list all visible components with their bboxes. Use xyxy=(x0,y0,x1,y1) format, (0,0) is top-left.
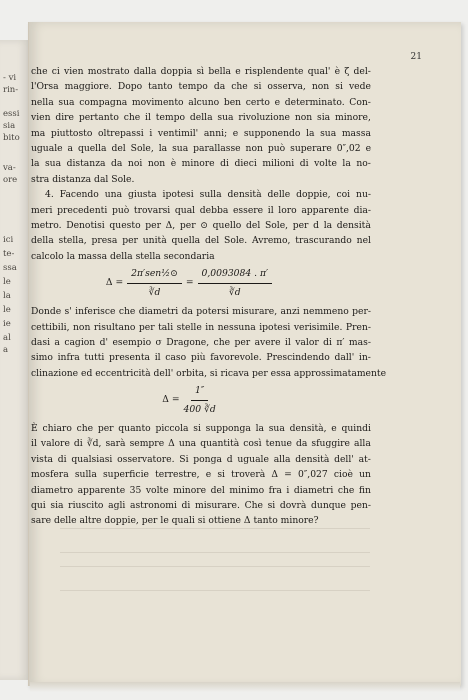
text-line: uguale a quella del Sole, la sua parallasse non può superare 0″,02 e xyxy=(31,143,371,155)
text-line: mosfera sulla superficie terrestre, e si troverà Δ = 0″,027 cioè un xyxy=(31,469,371,481)
page-shadow xyxy=(30,682,460,692)
left-page-text-fragment: le xyxy=(3,305,11,315)
left-page-text-fragment: sia xyxy=(3,121,16,131)
fraction-1-denominator: ∛d xyxy=(148,286,161,298)
text-line: 4. Facendo una giusta ipotesi sulla densità delle doppie, coi nu- xyxy=(45,189,371,201)
text-line: È chiaro che per quanto piccola si supponga la sua densità, e quindi xyxy=(31,422,371,434)
fraction-2 xyxy=(198,266,273,300)
text-line: il valore di ∛d, sarà sempre Δ una quantità così tenue da sfuggire alla xyxy=(31,438,371,450)
left-page-text-fragment: te- xyxy=(3,249,15,259)
left-page-text-fragment: la xyxy=(3,291,11,301)
fraction-3-denominator: 400 ∛d xyxy=(183,403,216,415)
text-line: sare delle altre doppie, per le quali si ottiene Δ tanto minore? xyxy=(31,515,319,527)
paragraph-5 xyxy=(31,304,387,381)
bleed-through-line xyxy=(60,528,370,529)
text-line: della stella, presa per unità quella del Sole. Avremo, trascurando nel xyxy=(31,235,371,247)
text-line: meri precedenti può trovarsi qual debba essere il loro apparente dia- xyxy=(31,204,371,216)
text-line: ma piuttosto oltrepassi i ventimil' anni; e supponendo la sua massa xyxy=(31,127,371,139)
bleed-through-line xyxy=(60,566,370,567)
page-body xyxy=(31,64,387,529)
left-page-text-fragment: - vi xyxy=(3,73,17,83)
formula-equals: = xyxy=(185,277,194,289)
formula-sigma-draconis xyxy=(11,383,371,417)
text-line: qui sia riuscito agli astronomi di misurare. Che si dovrà dunque pen- xyxy=(31,499,371,511)
text-line: calcolo la massa della stella secondaria xyxy=(31,250,215,262)
left-page-text-fragment: ore xyxy=(3,175,18,185)
text-line: stra distanza dal Sole. xyxy=(31,173,135,185)
left-page-text-fragment: va- xyxy=(3,163,16,173)
fraction-1 xyxy=(127,266,182,300)
fraction-3 xyxy=(184,383,216,417)
left-page-text-fragment: ici xyxy=(3,235,14,245)
fraction-2-denominator: ∛d xyxy=(228,286,241,298)
left-page-text-fragment: le xyxy=(3,277,11,287)
left-page-text-fragment: rin- xyxy=(3,85,19,95)
text-line: diametro apparente 35 volte minore del minimo fra i diametri che fin xyxy=(31,484,371,496)
paragraph-6 xyxy=(31,421,371,529)
page-number: 21 xyxy=(410,52,422,62)
text-line: dasi a cagion d' esempio σ Dragone, che per avere il valor di π′ mas- xyxy=(31,336,371,348)
paragraph-intro xyxy=(31,64,371,187)
text-line: cettibili, non risultano per tali stelle in nessuna ipotesi verisimile. Pren- xyxy=(31,321,371,333)
text-line: metro. Denotisi questo per Δ, per ⊙ quello del Sole, per d la densità xyxy=(31,220,371,232)
left-page-edge xyxy=(0,40,31,680)
text-line: vien dire pertanto che il tempo della sua rivoluzione non sia minore, xyxy=(31,112,371,124)
text-line: l'Orsa maggiore. Dopo tanto tempo da che si osserva, non si vede xyxy=(31,81,371,93)
text-line: clinazione ed eccentricità dell' orbita, si ricava per essa approssimatamente xyxy=(31,367,387,379)
formula-diameter xyxy=(11,266,371,300)
left-page-text-fragment: al xyxy=(3,333,11,343)
text-line: nella sua compagna movimento alcuno ben certo e determinato. Con- xyxy=(31,96,371,108)
left-page-text-fragment: bito xyxy=(3,133,20,143)
paragraph-4 xyxy=(31,187,371,264)
left-page-text-fragment: ie xyxy=(3,319,11,329)
left-page-text-fragment: essi xyxy=(3,109,20,119)
fraction-2-numerator: 0,0093084 . π′ xyxy=(198,266,273,283)
bleed-through-line xyxy=(60,590,370,591)
text-line: vista di qualsiasi osservatore. Si ponga d uguale alla densità dell' at- xyxy=(31,453,371,465)
left-page-text-fragment: ssa xyxy=(3,263,17,273)
left-page-text-fragment: a xyxy=(3,345,9,355)
text-line: Donde s' inferisce che diametri da potersi misurare, anzi nemmeno per- xyxy=(31,306,371,318)
formula-lhs: Δ = xyxy=(105,277,124,289)
bleed-through-line xyxy=(60,552,370,553)
text-line: la sua distanza da noi non è minore di dieci milioni di volte la no- xyxy=(31,158,371,170)
formula2-lhs: Δ = xyxy=(162,394,180,406)
fraction-3-numerator: 1″ xyxy=(191,383,208,400)
text-line: che ci vien mostrato dalla doppia sì bella e risplendente qual' è ζ del- xyxy=(31,66,371,77)
text-line: simo infra tutti presenta il caso più favorevole. Prescindendo dall' in- xyxy=(31,352,371,364)
fraction-1-numerator: 2π′sen½⊙ xyxy=(127,266,182,283)
